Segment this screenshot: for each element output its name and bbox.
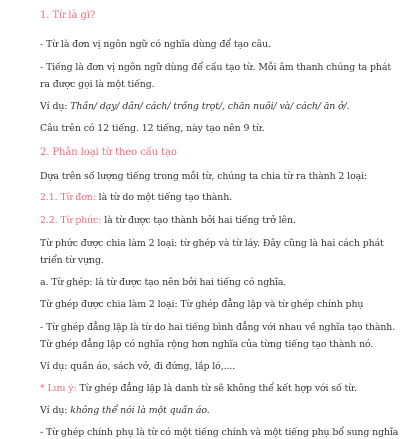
paragraph-line: a. Từ ghép: là từ được tạo nên bởi hai tiếng có nghĩa.	[40, 277, 287, 288]
paragraph-line: Dựa trên số lượng tiếng trong mỗi từ, chúng ta chia từ ra thành 2 loại:	[40, 171, 368, 182]
example-prefix: Ví dụ:	[40, 101, 71, 112]
term-label: 2.2. Từ phức:	[40, 215, 102, 226]
heading-what-is-word: 1. Từ là gì?	[40, 10, 96, 21]
term-label: 2.1. Từ đơn:	[40, 192, 96, 203]
definition-simple-word	[40, 191, 360, 204]
note-line	[40, 382, 360, 395]
example-text: Thần/ dạy/ dân/ cách/ trồng trọt/, chăn nuôi/ và/ cách/ ăn ở/.	[70, 101, 350, 112]
paragraph-line: - Tiếng là đơn vị ngôn ngữ dùng để cấu tạo từ. Mỗi âm thanh chúng ta phát	[40, 62, 392, 73]
heading-classification: 2. Phân loại từ theo cấu tạo	[40, 147, 177, 158]
paragraph-line: - Từ là đơn vị ngôn ngữ có nghĩa dùng để tạo câu.	[40, 39, 271, 50]
paragraph-line: - Từ ghép đẳng lập là từ do hai tiếng bình đẳng với nhau về nghĩa tạo thành.	[40, 322, 396, 333]
example-line	[40, 100, 360, 113]
paragraph-line: triển từ vựng.	[40, 255, 104, 266]
paragraph-line: Từ ghép được chia làm 2 loại: Từ ghép đẳng lập và từ ghép chính phụ	[40, 299, 364, 310]
paragraph-line: Từ ghép đẳng lập có nghĩa rộng hơn nghĩa của từng tiếng tạo thành nó.	[40, 339, 374, 350]
definition-compound-word	[40, 214, 360, 227]
paragraph-line: - Từ ghép chính phụ là từ có một tiếng chính và một tiếng phụ bổ sung nghĩa	[40, 427, 399, 438]
example-text: không thể nói là một quần áo.	[70, 405, 210, 416]
term-text: là từ do một tiếng tạo thành.	[95, 192, 233, 203]
example-line	[40, 404, 360, 417]
note-label: * Lưu ý:	[40, 383, 77, 394]
paragraph-line: ra được gọi là một tiếng.	[40, 79, 155, 90]
paragraph-line: Từ phức được chia làm 2 loại: từ ghép và từ láy. Đây cũng là hai cách phát	[40, 238, 384, 249]
example-prefix: Ví dụ:	[40, 405, 71, 416]
paragraph-line: Câu trên có 12 tiếng. 12 tiếng, này tạo nên 9 từ.	[40, 123, 265, 134]
term-text: là từ được tạo thành bởi hai tiếng trở lên.	[101, 215, 296, 226]
paragraph-line: Ví dụ: quần áo, sách vở, đi đứng, lắp ló,....	[40, 361, 236, 372]
note-text: Từ ghép đẳng lập là danh từ sẽ không thể kết hợp với số từ.	[76, 383, 357, 394]
